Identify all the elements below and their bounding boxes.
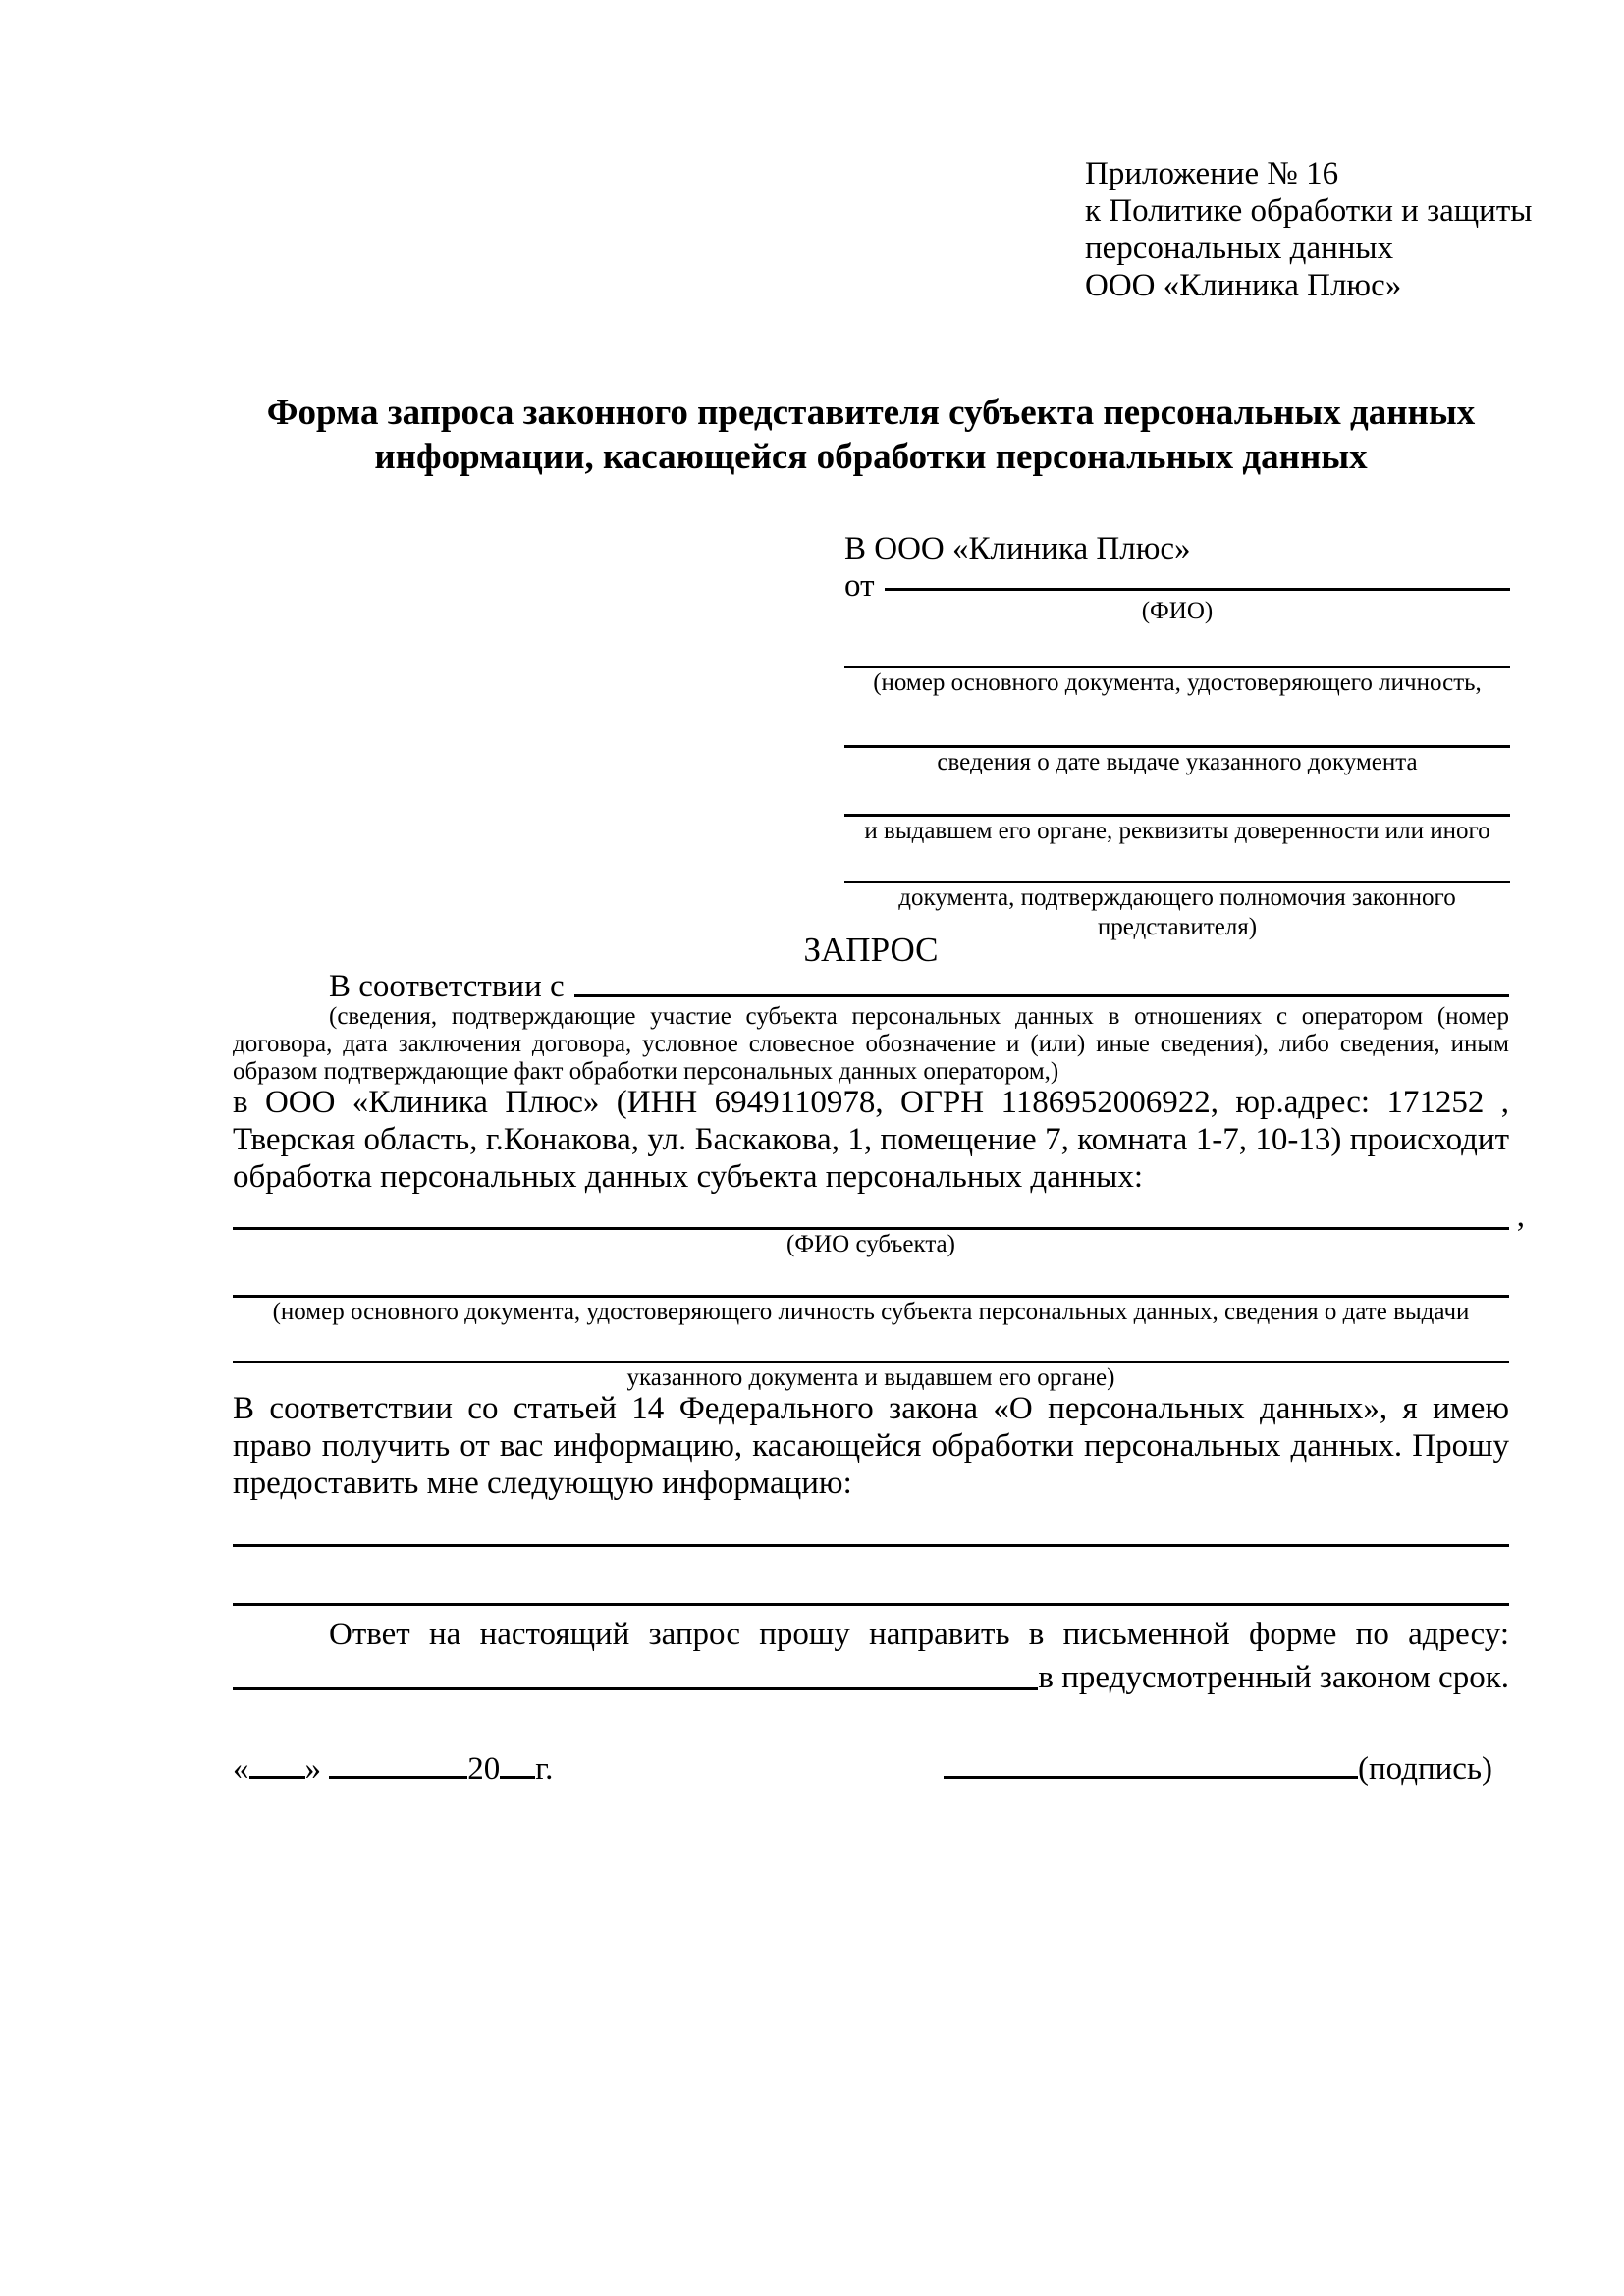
- document-title-line1: Форма запроса законного представителя субъекта персональных данных: [266, 393, 1476, 433]
- intro-prefix: В соответствии с: [329, 969, 565, 1004]
- subject-doc-line2: [233, 1327, 1509, 1363]
- subject-fio-line: [233, 1188, 1525, 1234]
- reply-line: Ответ на настоящий запрос прошу направить в письменной форме по адресу:: [329, 1617, 1509, 1652]
- signature-caption: (подпись): [1358, 1751, 1492, 1787]
- year-prefix: 20: [467, 1751, 501, 1787]
- subject-doc-line: [233, 1259, 1509, 1298]
- intro-row: [233, 970, 1509, 1003]
- annex-header: [1085, 155, 1537, 304]
- fio-caption: (ФИО): [1141, 598, 1214, 624]
- reply-address-row: [233, 1653, 1509, 1696]
- write-in-line: [844, 626, 1510, 668]
- write-in-line: [844, 846, 1510, 883]
- write-in-line: [233, 1547, 1509, 1606]
- addressee-org: В ООО «Клиника Плюс»: [844, 531, 1191, 566]
- from-label: от: [844, 568, 875, 604]
- annex-number: Приложение № 16: [1085, 156, 1339, 191]
- annex-policy-line: к Политике обработки и защиты: [1085, 193, 1533, 229]
- issuing-authority-caption: и выдавшем его органе, реквизиты доверенности или иного: [864, 818, 1490, 844]
- date-field: [233, 1749, 553, 1789]
- year-suffix: г.: [535, 1751, 554, 1787]
- annex-org: ООО «Клиника Плюс»: [1085, 268, 1402, 303]
- doc-number-caption: (номер основного документа, удостоверяющего личность,: [873, 669, 1482, 696]
- document-title: [184, 391, 1558, 479]
- address-write-in-line: [233, 1687, 1038, 1690]
- representative-authority-caption: документа, подтверждающего полномочия законного представителя): [898, 884, 1456, 940]
- close-quote: »: [304, 1751, 321, 1787]
- law-paragraph: В соответствии со статьей 14 Федерального закона «О персональных данных», я имею право получить от вас информацию, касающейся обработки персональных данных. Прошу предоставить мне следующую информацию:: [233, 1391, 1509, 1501]
- intro-write-in-line: [574, 994, 1509, 997]
- write-in-line: [844, 698, 1510, 748]
- open-quote: «: [233, 1751, 249, 1787]
- annex-policy-line2: персональных данных: [1085, 231, 1394, 266]
- day-write-in-line: [249, 1750, 305, 1779]
- signature-row: [233, 1749, 1509, 1789]
- info-write-in-block: [233, 1512, 1509, 1606]
- trailing-comma: ,: [1516, 1199, 1525, 1234]
- from-row: [844, 567, 1510, 604]
- subject-doc-caption-1: (номер основного документа, удостоверяющего личность субъекта персональных данных, сведения о дате выдачи: [272, 1299, 1470, 1325]
- request-heading: ЗАПРОС: [803, 931, 939, 969]
- reply-paragraph: [233, 1616, 1509, 1696]
- write-in-line: [844, 777, 1510, 817]
- subject-doc-caption-2: указанного документа и выдавшем его органе): [626, 1364, 1115, 1391]
- intro-caption: (сведения, подтверждающие участие субъекта персональных данных в отношениях с оператором (номер договора, дата заключения договора, условное словесное обозначение и (или) иные сведения), либо сведения, иным образом подтверждающие факт обработки персональных данных оператором,): [233, 1003, 1509, 1085]
- issue-date-caption: сведения о дате выдаче указанного документа: [937, 749, 1418, 775]
- write-in-line: [233, 1512, 1509, 1547]
- subject-fields: [233, 1188, 1525, 1393]
- from-write-in-line: [885, 588, 1511, 591]
- addressee-block: [844, 530, 1510, 942]
- month-write-in-line: [329, 1750, 467, 1779]
- operator-paragraph: в ООО «Клиника Плюс» (ИНН 6949110978, ОГРН 1186952006922, юр.адрес: 171252 , Тверская область, г.Конакова, ул. Баскакова, 1, помещение 7, комната 1-7, 10-13) происходит обработка персональных данных субъекта персональных данных:: [233, 1085, 1509, 1195]
- signature-field: [944, 1749, 1509, 1789]
- signature-write-in-line: [944, 1750, 1358, 1779]
- subject-fio-caption: (ФИО субъекта): [786, 1231, 955, 1257]
- year-write-in-line: [500, 1750, 535, 1779]
- document-title-line2: информации, касающейся обработки персональных данных: [374, 437, 1368, 477]
- reply-suffix: в предусмотренный законом срок.: [1038, 1660, 1509, 1695]
